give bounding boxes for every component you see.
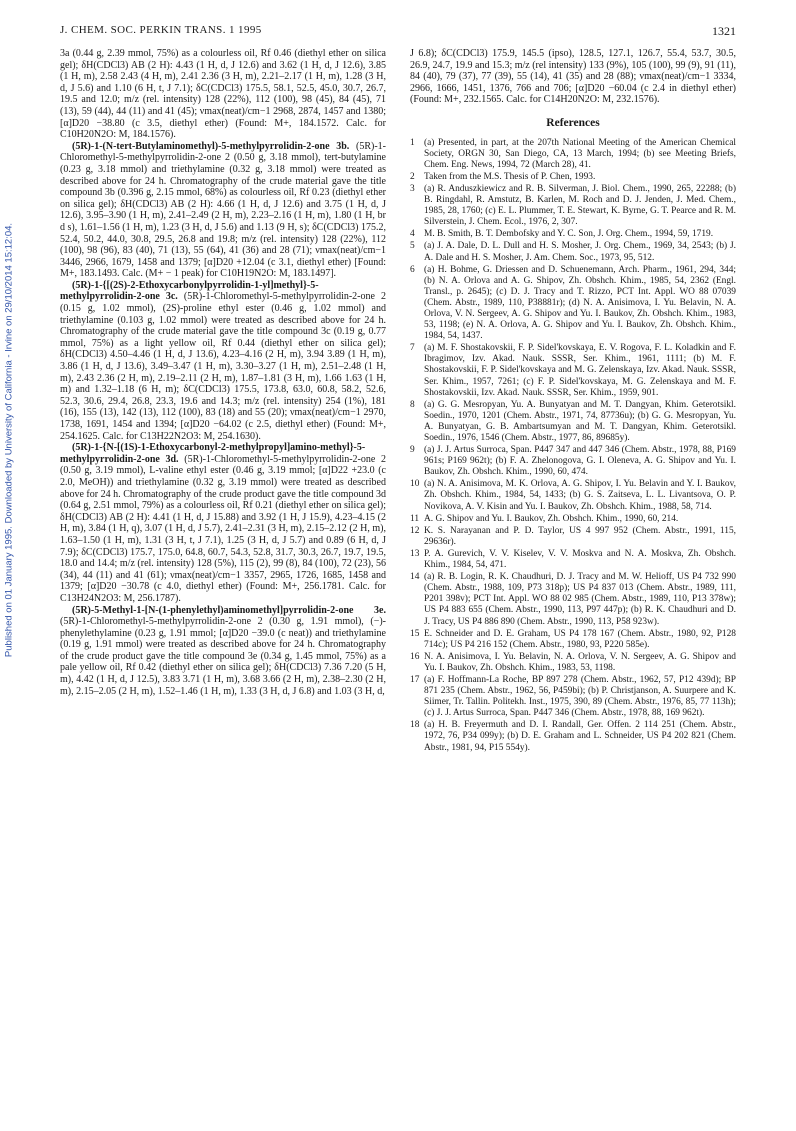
reference-number: 18 (410, 720, 420, 731)
reference-number: 12 (410, 525, 420, 536)
reference-number: 5 (410, 241, 415, 252)
reference-item (410, 265, 736, 343)
reference-text: (a) Presented, in part, at the 207th National Meeting of the American Chemical Society, ORGN 30, San Diego, CA, 13 March, 1994; (b) see Meeting Briefs, Chem. Eng. News, 1994, 72 (March 28), 41. (424, 137, 736, 170)
reference-item (410, 229, 736, 240)
section-3e (60, 605, 386, 698)
reference-number: 9 (410, 445, 415, 456)
reference-number: 6 (410, 264, 415, 275)
reference-text: E. Schneider and D. E. Graham, US P4 178 167 (Chem. Abstr., 1980, 92, P128 714c); US P4 216 152 (Chem. Abstr., 1980, 93, P220 585e). (424, 628, 736, 650)
reference-number: 13 (410, 548, 420, 559)
reference-text: P. A. Gurevich, V. V. Kiselev, V. V. Moskva and N. A. Moskva, Zh. Obshch. Khim., 1984, 54, 471. (424, 548, 736, 571)
reference-item (410, 720, 736, 753)
reference-item (410, 675, 736, 719)
reference-number: 16 (410, 651, 420, 662)
reference-item (410, 138, 736, 171)
reference-number: 10 (410, 479, 420, 490)
paragraph-3d: (5R)-1-Chloromethyl-5-methylpyrrolidin-2-one 2 (0.50 g, 3.19 mmol), L-valine ethyl ester (0.46 g, 3.19 mmol; [α]D22 +23.0 (c 2.0, MeOH)) and triethylamine (0.32 g, 3.19 mmol) were treated as described above for 24 h. Chromatography of the crude product gave the title compound 3d (0.64 g, 2.51 mmol, 79%) as a colourless oil, Rf 0.21 (diethyl ether on silica gel); δH(CDCl3) AB (2 H): 4.41 (1 H, d, J 15.88) and 3.92 (1 H, J 15.9), 4.23–4.15 (2 H, m), 3.84 (1 H, q), 3.07 (1 H, d, J 5.7), 2.41–2.31 (3 H, m), 2.15–2.12 (2 H, m), 1.63–1.50 (1 H, m), 1.31 (3 H, t, J 7.1), 1.25 (3 H, d, J 5.7) and 0.89 (6 H, d, J 7.9); δC(CDCl3) 175.7, 175.0, 64.8, 60.7, 54.3, 52.8, 31.7, 30.3, 26.7, 19.7, 19.5, 18.0 and 14.4; m/z (rel. intensity) 128 (5%), 115 (2), 99 (8), 84 (100), 72 (23), 56 (34), 44 (11) and 41 (61); νmax(neat)/cm−1 3357, 2965, 1726, 1685, 1458 and 1379; [α]D20 −30.78 (c 4.0, diethyl ether) (Found: M+, 256.1781. Calc. for C13H24N2O3: M, 256.1787). (60, 453, 386, 604)
reference-text: K. S. Narayanan and P. D. Taylor, US 4 997 952 (Chem. Abstr., 1991, 115, 29636r). (424, 525, 736, 547)
reference-number: 17 (410, 674, 420, 685)
reference-text: M. B. Smith, B. T. Dembofsky and Y. C. Son, J. Org. Chem., 1994, 59, 1719. (424, 229, 714, 240)
reference-number: 11 (410, 513, 420, 524)
paragraph-3e-continued: J 6.8); δC(CDCl3) 175.9, 145.5 (ipso), 128.5, 127.1, 126.7, 55.4, 53.7, 30.5, 26.9, 24.7, 19.9 and 15.3; m/z (rel intensity) 133 (9%), 105 (100), 99 (9), 91 (11), 84 (40), 79 (37), 77 (39), 55 (14), 41 (35) and 28 (88); νmax(neat)/cm−1 3334, 2966, 1666, 1451, 1376, 766 and 706; [α]D20 −60.04 (c 2.4 in diethyl ether) (Found: M+, 232.1565. Calc. for C14H20N2O: M, 232.1576). (410, 48, 736, 106)
references-heading: References (546, 116, 600, 129)
heading-3c: (5R)-1-{[(2S)-2-Ethoxycarbonylpyrrolidin-1-yl]methyl}-5-methylpyrrolidin-2-one 3c. (60, 279, 319, 303)
reference-text: (a) R. Anduszkiewicz and R. B. Silverman, J. Biol. Chem., 1990, 265, 22288; (b) B. Ringdahl, R. Amstutz, B. Karlen, M. Roch and D. J. Jenden, J. Med. Chem., 1985, 28, 1760; (c) E. L. Plummer, T. E. Stewart, K. Byrne, G. T. Pearce and R. M. Silverstein, J. Chem. Ecol., 1976, 2, 307. (424, 183, 736, 228)
reference-number: 2 (410, 171, 415, 182)
reference-text: Taken from the M.S. Thesis of P. Chen, 1993. (424, 171, 596, 182)
heading-3e: (5R)-5-Methyl-1-[N-(1-phenylethyl)aminomethyl]pyrrolidin-2-one 3e. (72, 604, 386, 616)
reference-text: (a) N. A. Anisimova, M. K. Orlova, A. G. Shipov, I. Yu. Belavin and Y. I. Baukov, Zh. Obshch. Khim., 1984, 54, 1433; (b) G. S. Zaitseva, L. L. Livantsova, O. P. Novikova, A. V. Kisin and Yu. I. Baukov, Zh. Obshch. Khim., 1988, 58, 714. (424, 479, 736, 512)
reference-item (410, 184, 736, 228)
reference-number: 14 (410, 572, 420, 583)
heading-3d: (5R)-1-{N-[(1S)-1-Ethoxycarbonyl-2-methylpropyl]amino-methyl}-5-methylpyrrolidin-2-one 3d. (60, 442, 366, 465)
reference-text: (a) M. F. Shostakovskii, F. P. Sidel'kovskaya, E. V. Rogova, F. L. Koladkin and F. Ibragimov, Izv. Akad. Nauk. SSSR, Ser. Khim., 1961, 1111; (b) M. F. Shostakovskii, F. P. Sidel'kovskaya and M. G. Zelenskaya, Izv. Akad. Nauk. SSSR, Ser. Khim., 1957, 7261; (c) F. P. Sidel'kovskaya, M. G. Zelenskaya and M. F. Shostakovskii, Izv. Akad. Nauk. SSSR, Ser. Khim., 1959, 901. (424, 343, 736, 398)
reference-number: 15 (410, 628, 420, 639)
reference-number: 7 (410, 343, 415, 354)
reference-item (410, 241, 736, 263)
download-watermark (0, 180, 18, 700)
reference-item (410, 629, 736, 651)
download-notice-text: Published on 01 January 1995. Downloaded by University of California - Irvine on 29/10/2014 15:12:04. (3, 222, 15, 658)
reference-item (410, 479, 736, 512)
paragraph-3a-data: 3a (0.44 g, 2.39 mmol, 75%) as a colourless oil, Rf 0.46 (diethyl ether on silica gel); δH(CDCl3) AB (2 H): 4.43 (1 H, d, J 12.6) and 3.62 (1 H, d, J 12.6), 3.85 (1 H, m), 2.58 2.43 (4 H, m), 2.41 2.36 (3 H, m), 2.21–2.17 (1 H, m), 1.28 (3 H, d, J 5.6) and 1.10 (6 H, t, J 7.1); δC(CDCl3) 175.5, 58.1, 52.5, 45.0, 30.7, 26.7, 19.5 and 12.0; m/z (rel. intensity) 128 (22%), 112 (100), 98 (45), 84 (45), 71 (13), 59 (44), 44 (11) and 41 (45); νmax(neat)/cm−1 2968, 2874, 1457 and 1380; [α]D20 −38.80 (c 3.5, diethyl ether) (Found: M+, 184.1572. Calc. for C10H20N2O: M, 184.1576). (60, 48, 386, 141)
reference-item (410, 526, 736, 548)
right-column (410, 48, 736, 755)
paragraph-3e: (5R)-1-Chloromethyl-5-methylpyrrolidin-2-one 2 (0.30 g, 1.91 mmol), (−)-phenylethylamine (0.23 g, 1.91 mmol; [α]D20 −39.0 (c neat)) and triethylamine (0.19 g, 1.91 mmol) were treated as described above for 24 h. Chromatography of the crude product gave the title compound 3e (0.34 g, 1.45 mmol, 75%) as a pale yellow oil, Rf 0.42 (diethyl ether on silica gel); δH(CDCl3) 7.36 7.20 (5 H, m), 4.42 (1 H, d, J 12.5), 3.83 3.71 (1 H, m), 3.68 3.66 (2 H, m), 2.38–2.30 (2 H, m), 2.15–2.05 (2 H, m), 1.52–1.46 (1 H, m), 1.33 (3 H, d, J 6.8) and 1.03 (3 H, d, (60, 616, 386, 697)
reference-item (410, 445, 736, 478)
reference-item (410, 400, 736, 444)
running-header (60, 24, 736, 44)
heading-3b: (5R)-1-(N-tert-Butylaminomethyl)-5-methylpyrrolidin-2-one 3b. (72, 140, 350, 152)
reference-item (410, 652, 736, 674)
journal-title: J. CHEM. SOC. PERKIN TRANS. 1 1995 (60, 24, 262, 36)
paragraph-3b: (5R)-1-Chloromethyl-5-methylpyrrolidin-2-one 2 (0.50 g, 3.18 mmol), tert-butylamine (0.23 g, 3.18 mmol) and triethylamine (0.32 g, 3.18 mmol) were treated as described above for 24 h. Chromatography of the crude material gave the title compound 3b (0.396 g, 2.15 mmol, 68%) as colourless oil, Rf 0.23 (diethyl ether on silica gel); δH(CDCl3) AB (2 H): 4.66 (1 H, d, J 12.6) and 3.75 (1 H, d, J 12.6), 3.95–3.90 (1 H, m), 2.41–2.49 (2 H, m), 2.23–2.16 (1 H, m), 1.80 (1 H, br d s), 1.61–1.56 (1 H, m), 1.23 (3 H, d, J 5.6) and 1.13 (9 H, s); δC(CDCl3) 175.2, 52.4, 50.2, 44.0, 30.8, 29.5, 26.8 and 19.8; m/z (rel. intensity) 128 (22%), 112 (100), 98 (96), 83 (40), 71 (13), 55 (64), 41 (36) and 28 (71); νmax(neat)/cm−1 3446, 2966, 1679, 1458 and 1379; [α]D20 +12.04 (c 3.1, diethyl ether) [Found: M+, 183.1493. Calc. (M+ − 1 peak) for C10H19N2O: M, 183.1497]. (60, 140, 387, 280)
reference-item (410, 172, 736, 183)
reference-item (410, 549, 736, 571)
reference-text: (a) F. Hoffmann-La Roche, BP 897 278 (Chem. Abstr., 1962, 57, P12 439d); BP 871 235 (Chem. Abstr., 1962, 56, P459bi); (b) P. Christjanson, A. Suurpere and K. Siimer, Tr. Tallin. Politekh. Inst., 1975, 390, 89 (Chem. Abstr., 1976, 85, 77 113h); (c) J. J. Artus Surroca, Span. P447 346 (Chem. Abstr., 1978, 88, 169 962t). (424, 674, 736, 719)
reference-text: (a) H. Bohme, G. Driessen and D. Schuenemann, Arch. Pharm., 1961, 294, 344; (b) N. A. Orlova and A. G. Shipov, Zh. Obshch. Khim., 1985, 54, 2362 (Engl. Transl., p. 2645); (c) D. J. Tracy and T. Rizzo, PCT Int. Appl. WO 88 07039 (Chem. Abstr., 1989, 110, P38881r); (d) N. A. Anisimova, I. Yu. Belavin, N. A. Orlova, V. N. Sergeev, A. G. Shipov and Yu. I. Baukov, Zh. Obshch. Khim., 1983, 53, 1198; (e) N. A. Orlova, A. G. Shipov and Yu. I. Baukov, Zh. Obshch. Khim., 1984, 54, 1437. (424, 264, 736, 342)
paragraph-3c: (5R)-1-Chloromethyl-5-methylpyrrolidin-2-one 2 (0.15 g, 1.02 mmol), (2S)-proline ethyl ester (0.46 g, 1.02 mmol) and triethylamine (0.103 g, 1.02 mmol) were treated as described above for 24 h. Chromatography of the crude material gave the title compound 3c (0.19 g, 0.77 mmol, 75%) as a light yellow oil, Rf 0.44 (diethyl ether on silica gel); δH(CDCl3) 4.50–4.46 (1 H, d, J 13.6), 4.23–4.16 (2 H, m), 3.94 3.89 (1 H, m), 3.86 (1 H, d, J 13.6), 3.49–3.47 (1 H, m), 3.30–3.27 (1 H, m), 2.51–2.48 (1 H, m), 2.43 2.36 (2 H, m), 2.19–2.11 (2 H, m), 1.87–1.81 (3 H, m), 1.66 1.63 (1 H, m) and 1.32–1.18 (6 H, m); δC(CDCl3) 175.5, 173.8, 63.0, 60.8, 58.2, 52.6, 52.3, 30.6, 29.4, 26.8, 23.3, 19.6 and 14.3; m/z (rel. intensity) 254 (1%), 181 (16), 155 (13), 142 (13), 112 (100), 83 (18) and 55 (20); νmax(neat)/cm−1 2970, 1738, 1691, 1454 and 1394; [α]D20 −64.02 (c 2.5, diethyl ether) (Found: M+, 254.1625. Calc. for C13H22N2O3: M, 254.1630). (60, 291, 386, 442)
reference-text: N. A. Anisimova, I. Yu. Belavin, N. A. Orlova, V. N. Sergeev, A. G. Shipov and Yu. I. Baukov, Zh. Obshch. Khim., 1983, 53, 1198. (424, 651, 736, 673)
reference-number: 3 (410, 183, 415, 194)
reference-text: (a) J. A. Dale, D. L. Dull and H. S. Mosher, J. Org. Chem., 1969, 34, 2543; (b) J. A. Dale and H. S. Mosher, J. Am. Chem. Soc., 1973, 95, 512. (424, 241, 736, 263)
reference-list (410, 138, 736, 754)
reference-text: (a) J. J. Artus Surroca, Span. P447 347 and 447 346 (Chem. Abstr., 1978, 88, P169 961s; P169 962t); (b) F. A. Zhelonogova, G. I. Oleneva, A. G. Shipov and Yu. I. Baukov, Zh. Obshch. Khim., 1990, 60, 474. (424, 445, 736, 478)
reference-text: A. G. Shipov and Yu. I. Baukov, Zh. Obshch. Khim., 1990, 60, 214. (424, 513, 679, 524)
reference-item (410, 514, 736, 525)
reference-item (410, 343, 736, 398)
reference-text: (a) G. G. Mesropyan, Yu. A. Bunyatyan and M. T. Dangyan, Khim. Geterotsikl. Soedin., 1970, 1201 (Chem. Abstr., 1971, 74, 87736u); (b) G. G. Mesropyan, Yu. A. Bunyatyan, G. B. Ambartsumyan and M. T. Dangyan, Khim. Geterotsikl. Soedin., 1976, 1546 (Chem. Abstr., 1977, 86, 89685y). (424, 399, 736, 443)
reference-number: 1 (410, 137, 415, 148)
section-3b (60, 141, 386, 280)
section-3d (60, 442, 386, 604)
reference-item (410, 572, 736, 627)
section-3c (60, 280, 386, 442)
page-number: 1321 (712, 24, 736, 38)
reference-number: 4 (410, 229, 415, 240)
reference-text: (a) H. B. Freyermuth and D. I. Randall, Ger. Offen. 2 114 251 (Chem. Abstr., 1972, 76, P34 099y); (b) D. E. Graham and L. Schneider, US P4 202 821 (Chem. Abstr., 1981, 94, P15 554y). (424, 720, 736, 753)
left-column (60, 48, 386, 697)
reference-text: (a) R. B. Login, R. K. Chaudhuri, D. J. Tracy and M. W. Helioff, US P4 732 990 (Chem. Abstr., 1988, 109, P73 318p); US P4 837 013 (Chem. Abstr., 1989, 111, P201 398v); PCT Int. Appl. WO 88 02 985 (Chem. Abstr., 1989, 110, P13 378w); US P4 883 655 (Chem. Abstr., 1990, 113, P97 447p); (b) R. K. Chaudhuri and D. J. Tracy, US P4 886 890 (Chem. Abstr., 1990, 113, P58 923w). (424, 572, 736, 627)
reference-number: 8 (410, 399, 415, 410)
